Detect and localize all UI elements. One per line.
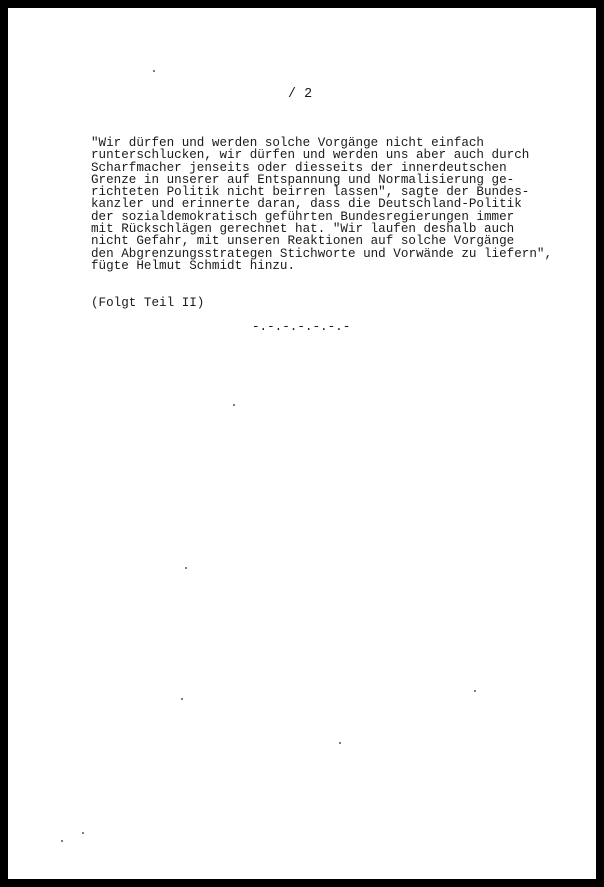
scan-speck <box>474 690 476 692</box>
body-paragraph <box>91 137 561 272</box>
paragraph-line: Scharfmacher jenseits oder diesseits der innerdeutschen <box>91 160 507 175</box>
page-number: / 2 <box>288 87 313 102</box>
paragraph-line: nicht Gefahr, mit unseren Reaktionen auf solche Vorgänge <box>91 234 515 249</box>
scan-speck <box>153 70 155 72</box>
paragraph-line: der sozialdemokratisch geführten Bundesregierungen immer <box>91 209 515 224</box>
paragraph-line: fügte Helmut Schmidt hinzu. <box>91 258 296 273</box>
paragraph-line: Grenze in unserer auf Entspannung und Normalisierung ge- <box>91 172 515 187</box>
document-page <box>8 8 596 879</box>
paragraph-line: "Wir dürfen und werden solche Vorgänge nicht einfach <box>91 136 484 150</box>
continuation-note: (Folgt Teil II) <box>91 296 205 310</box>
scan-speck <box>185 567 187 569</box>
paragraph-line: den Abgrenzungsstrategen Stichworte und Vorwände zu liefern", <box>91 246 553 261</box>
scan-speck <box>233 404 235 406</box>
scan-speck <box>339 742 341 744</box>
paragraph-line: mit Rückschlägen gerechnet hat. "Wir laufen deshalb auch <box>91 222 515 237</box>
end-separator: -.-.-.-.-.-.- <box>252 320 351 334</box>
scan-speck <box>181 698 183 700</box>
scan-speck <box>61 840 63 842</box>
paragraph-line: richteten Politik nicht beirren lassen", sagte der Bundes- <box>91 185 530 200</box>
paragraph-line: runterschlucken, wir dürfen und werden uns aber auch durch <box>91 148 530 163</box>
scan-speck <box>82 832 84 834</box>
paragraph-line: kanzler und erinnerte daran, dass die Deutschland-Politik <box>91 197 522 212</box>
